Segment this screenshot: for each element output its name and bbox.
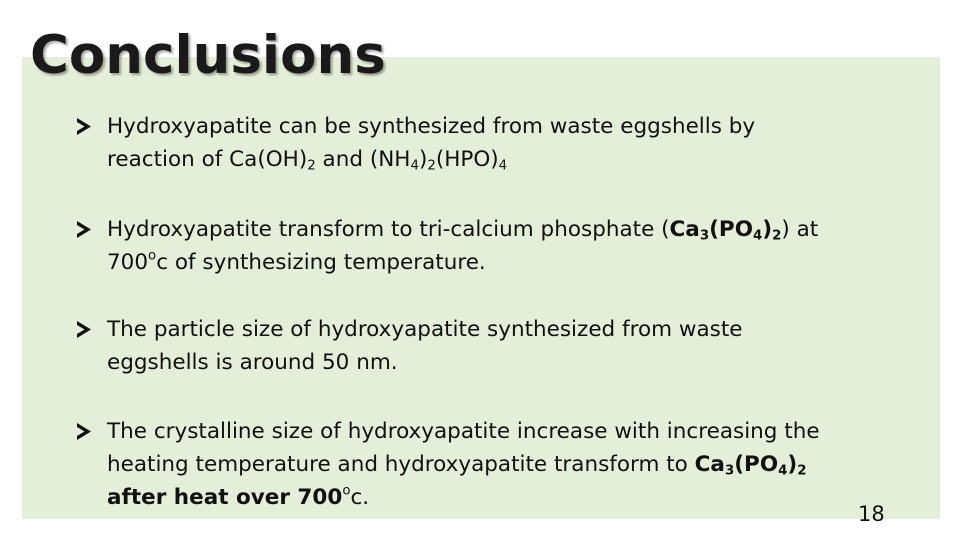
text-run: c of synthesizing temperature.: [156, 250, 486, 275]
subscript: 2: [307, 158, 316, 174]
superscript: o: [342, 483, 351, 499]
formula-run: ): [787, 452, 798, 477]
formula-run: ): [762, 217, 773, 242]
bullet-text: [107, 313, 897, 379]
text-run: (HPO): [435, 147, 499, 172]
bullet-line: The particle size of hydroxyapatite synthesized from waste: [107, 317, 743, 342]
slide-title: Conclusions: [30, 25, 386, 86]
subscript: 2: [797, 463, 807, 479]
subscript: 3: [724, 463, 735, 479]
formula-run: (PO: [709, 217, 753, 242]
subscript: 4: [752, 228, 763, 244]
formula-run: Ca: [669, 217, 700, 242]
text-run: ) at: [781, 217, 819, 242]
bullet-line: [107, 246, 897, 279]
text-run: ): [418, 147, 428, 172]
bullet-line: The crystalline size of hydroxyapatite increase with increasing the: [107, 419, 820, 444]
subscript: 2: [772, 228, 782, 244]
bullet-line: [107, 213, 897, 246]
subscript: 4: [498, 158, 508, 174]
text-run: heating temperature and hydroxyapatite transform to: [107, 452, 695, 477]
arrowhead-bullet-icon: [74, 415, 94, 448]
arrowhead-bullet-icon: [74, 110, 94, 143]
bullet-text: [107, 415, 897, 514]
arrowhead-bullet-icon: [74, 313, 94, 346]
bullet-line: [107, 481, 897, 514]
formula-run: (PO: [734, 452, 779, 477]
bullet-line: [107, 448, 897, 481]
text-run: and (NH: [315, 147, 411, 172]
bullet-text: [107, 110, 897, 176]
bullet-text: [107, 213, 897, 279]
text-run: reaction of Ca(OH): [107, 147, 308, 172]
bullet-line: [107, 143, 897, 176]
subscript: 3: [699, 228, 710, 244]
bullet-line: Hydroxyapatite can be synthesized from waste eggshells by: [107, 114, 756, 139]
subscript: 4: [410, 158, 419, 174]
text-run: after heat over 700: [107, 485, 343, 510]
text-run: Hydroxyapatite transform to tri-calcium phosphate (: [107, 217, 670, 242]
subscript: 2: [427, 158, 436, 174]
bullet-line: eggshells is around 50 nm.: [107, 350, 398, 375]
formula-run: Ca: [694, 452, 725, 477]
arrowhead-bullet-icon: [74, 213, 94, 246]
superscript: o: [148, 248, 157, 264]
text-run: 700: [107, 250, 149, 275]
text-run: c.: [350, 485, 370, 510]
subscript: 4: [778, 463, 788, 479]
page-number: 18: [858, 502, 885, 526]
